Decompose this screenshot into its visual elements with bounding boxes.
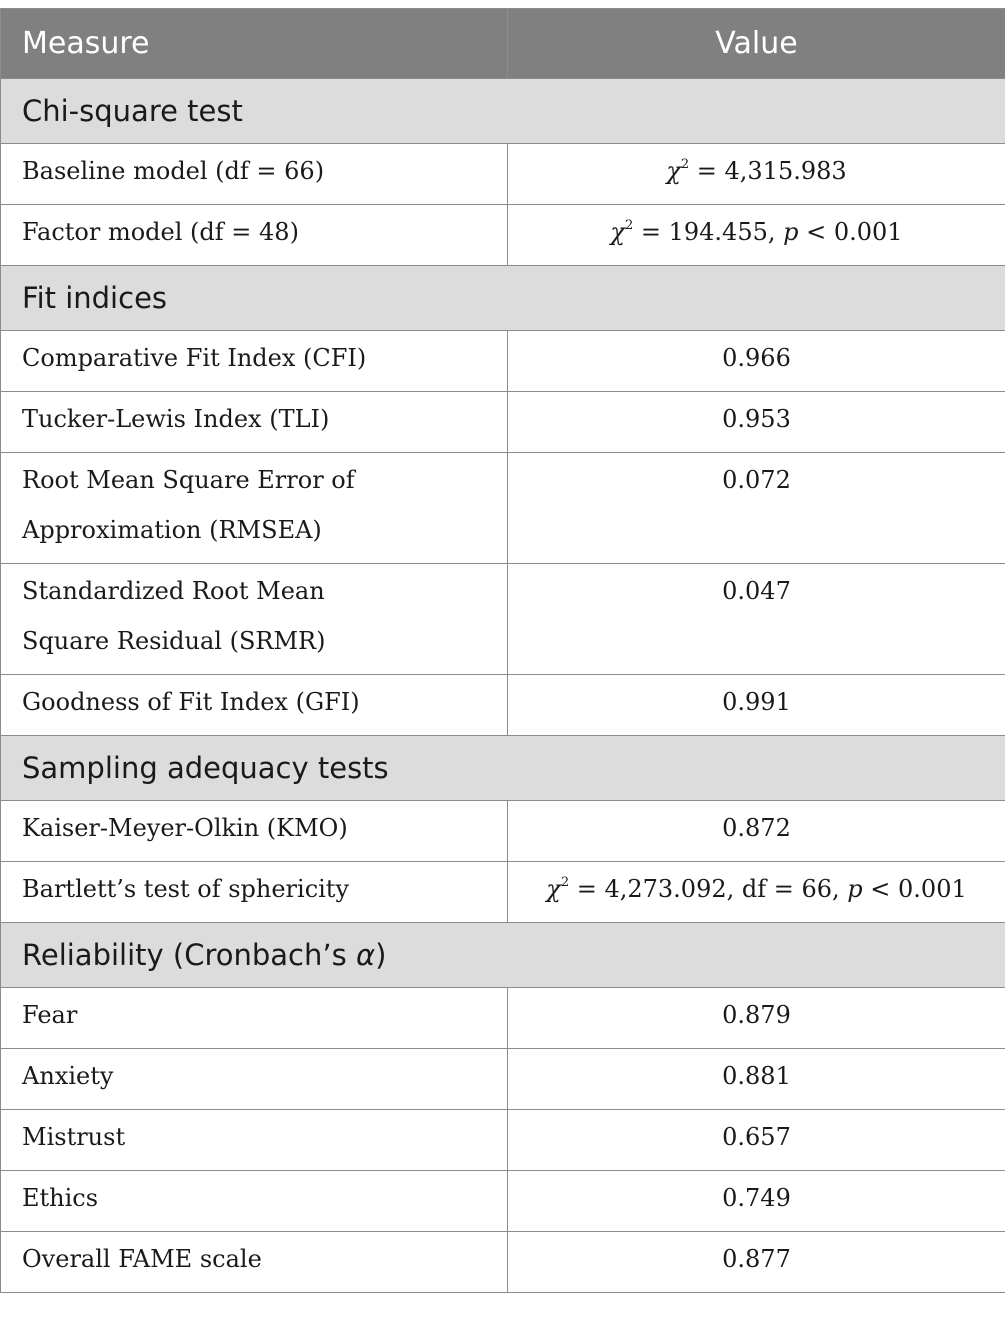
- alpha-symbol: α: [355, 938, 376, 972]
- section-reliability: [1, 923, 1005, 988]
- table-row: [1, 453, 1005, 564]
- table-row: [1, 801, 1005, 862]
- row-value: 0.047: [508, 564, 1005, 675]
- row-label: Mistrust: [1, 1110, 508, 1171]
- p-symbol: p: [847, 875, 863, 903]
- table-row: [1, 392, 1005, 453]
- section-sampling-adequacy: [1, 736, 1005, 801]
- p-value-text: < 0.001: [798, 218, 903, 246]
- chi-symbol: χ: [546, 875, 561, 903]
- table-row: [1, 564, 1005, 675]
- chi-symbol: χ: [666, 157, 681, 185]
- row-value: 0.953: [508, 392, 1005, 453]
- row-label: Ethics: [1, 1171, 508, 1232]
- row-label: Comparative Fit Index (CFI): [1, 331, 508, 392]
- section-title-end: ): [375, 938, 387, 972]
- row-label: Fear: [1, 988, 508, 1049]
- fit-statistics-table: [0, 8, 1005, 1293]
- chi-superscript: 2: [680, 157, 690, 172]
- table-row: [1, 205, 1005, 266]
- row-value: 0.749: [508, 1171, 1005, 1232]
- row-value: 0.877: [508, 1232, 1005, 1293]
- section-title: [1, 923, 1005, 988]
- section-title: Fit indices: [1, 266, 1005, 331]
- row-label: Root Mean Square Error of Approximation (RMSEA): [1, 453, 508, 564]
- section-chi-square: [1, 79, 1005, 144]
- table-row: [1, 1110, 1005, 1171]
- table-row: [1, 1049, 1005, 1110]
- table-row: [1, 331, 1005, 392]
- table-row: [1, 1232, 1005, 1293]
- header-row: [1, 9, 1005, 79]
- header-value: Value: [508, 9, 1005, 79]
- row-value: 0.657: [508, 1110, 1005, 1171]
- row-value: 0.966: [508, 331, 1005, 392]
- row-label: Standardized Root Mean Square Residual (SRMR): [1, 564, 508, 675]
- table-row: [1, 144, 1005, 205]
- row-label: Baseline model (df = 66): [1, 144, 508, 205]
- row-value: 0.991: [508, 675, 1005, 736]
- table-row: [1, 1171, 1005, 1232]
- section-title-text: Reliability (Cronbach’s: [22, 938, 356, 972]
- row-label: Anxiety: [1, 1049, 508, 1110]
- header-measure: Measure: [1, 9, 508, 79]
- row-label: Kaiser-Meyer-Olkin (KMO): [1, 801, 508, 862]
- row-label: Factor model (df = 48): [1, 205, 508, 266]
- row-label: Goodness of Fit Index (GFI): [1, 675, 508, 736]
- row-label: Overall FAME scale: [1, 1232, 508, 1293]
- section-fit-indices: [1, 266, 1005, 331]
- row-label: Tucker-Lewis Index (TLI): [1, 392, 508, 453]
- chi-superscript: 2: [560, 875, 570, 890]
- value-text: = 194.455,: [633, 218, 784, 246]
- row-value: 0.879: [508, 988, 1005, 1049]
- p-value-text: < 0.001: [862, 875, 967, 903]
- section-title: Chi-square test: [1, 79, 1005, 144]
- row-value: [508, 862, 1005, 923]
- table-row: [1, 862, 1005, 923]
- value-text: = 4,273.092, df = 66,: [569, 875, 848, 903]
- row-value: 0.072: [508, 453, 1005, 564]
- p-symbol: p: [783, 218, 799, 246]
- table-row: [1, 988, 1005, 1049]
- row-value: 0.881: [508, 1049, 1005, 1110]
- row-value: [508, 144, 1005, 205]
- row-value: [508, 205, 1005, 266]
- row-value: 0.872: [508, 801, 1005, 862]
- row-label: Bartlett’s test of sphericity: [1, 862, 508, 923]
- chi-symbol: χ: [610, 218, 625, 246]
- table-row: [1, 675, 1005, 736]
- chi-superscript: 2: [624, 218, 634, 233]
- value-text: = 4,315.983: [689, 157, 847, 185]
- section-title: Sampling adequacy tests: [1, 736, 1005, 801]
